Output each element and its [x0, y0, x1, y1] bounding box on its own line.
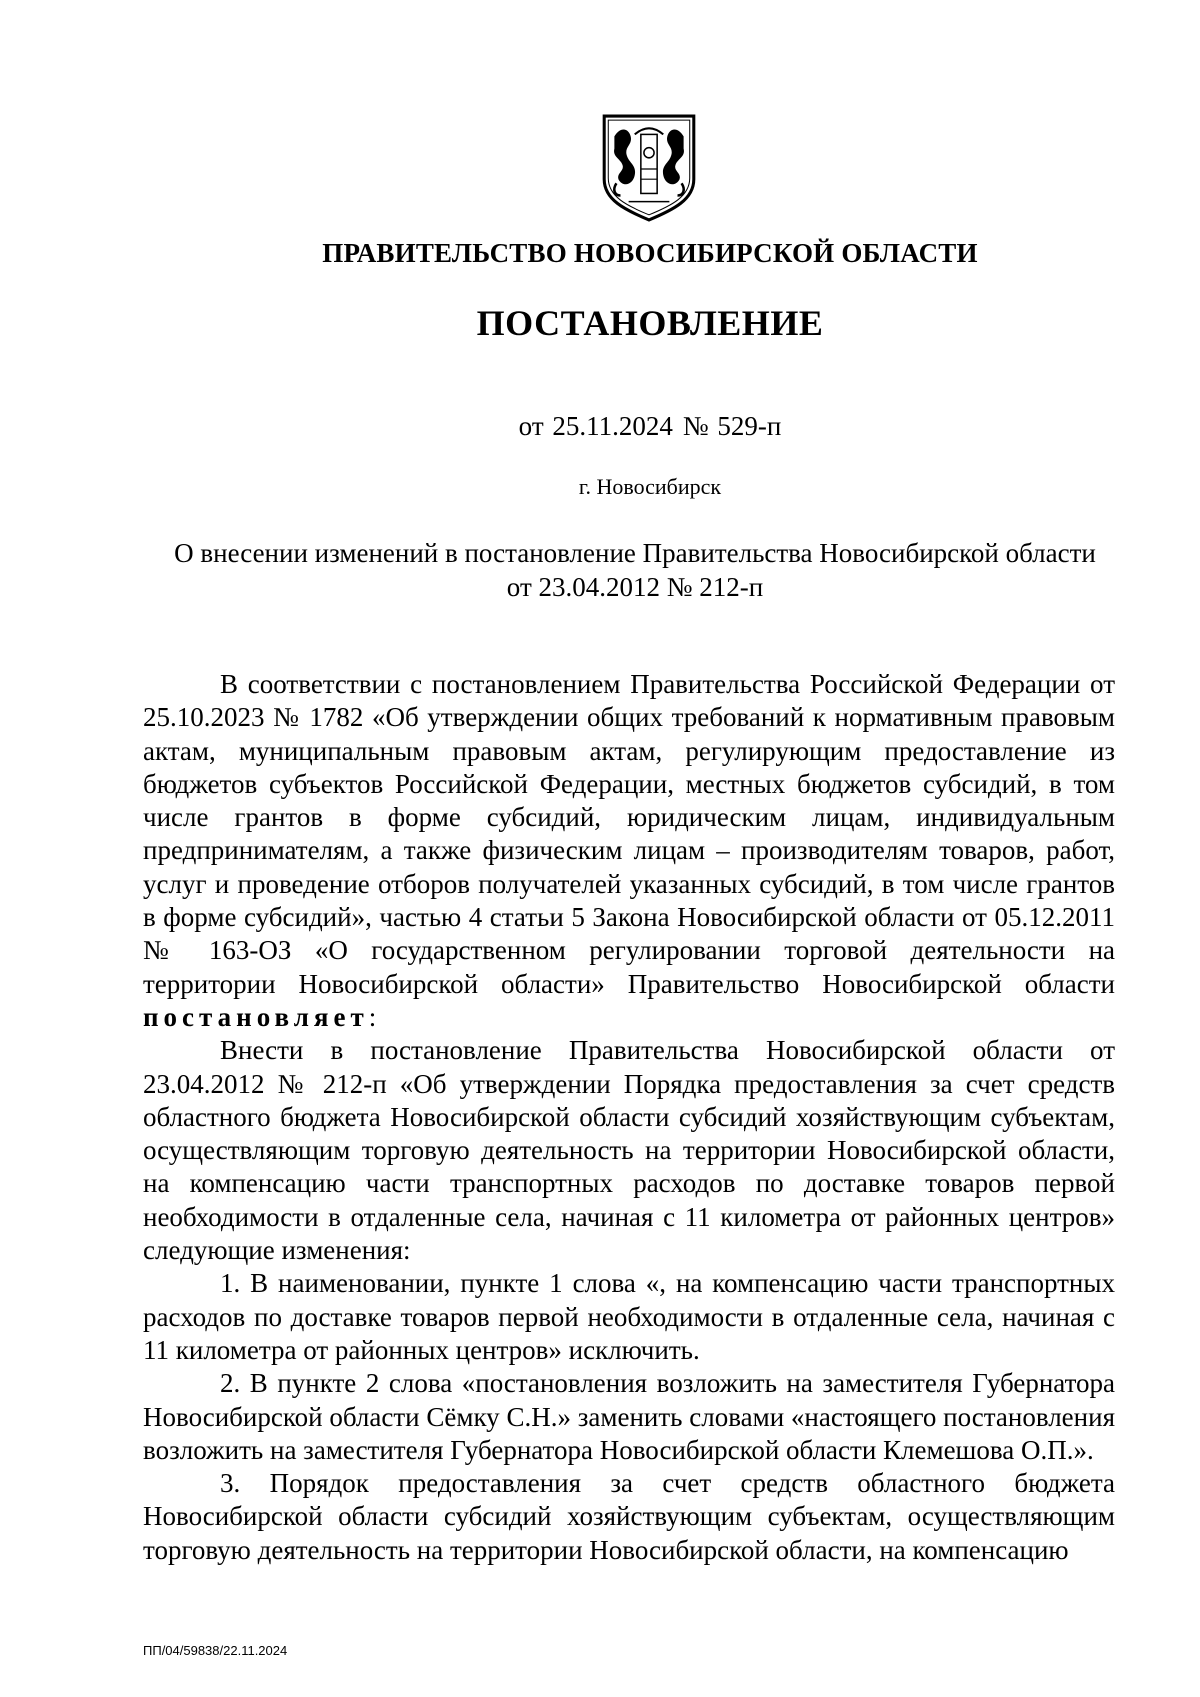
item-1-paragraph: 1. В наименовании, пункте 1 слова «, на компенсацию части транспортных расходов по доставке товаров первой необходимости в отдаленные села, начиная с 11 километра от районных центров» исключить. [143, 1268, 1115, 1365]
resolves-colon: : [368, 1001, 377, 1032]
government-title: ПРАВИТЕЛЬСТВО НОВОСИБИРСКОЙ ОБЛАСТИ [322, 238, 978, 268]
document-subject [150, 536, 1120, 604]
document-body [143, 668, 1115, 1567]
document-city: г. Новосибирск [578, 474, 722, 499]
resolves-word: постановляет [143, 1001, 369, 1032]
item-2-paragraph: 2. В пункте 2 слова «постановления возложить на заместителя Губернатора Новосибирской области Сёмку С.Н.» заменить словами «настоящего постановления возложить на заместителя Губернатора Новосибирской области Клемешова О.П.». [143, 1368, 1115, 1465]
document-date: от 25.11.2024 [518, 411, 673, 441]
document-type: ПОСТАНОВЛЕНИЕ [476, 303, 824, 343]
intro-paragraph: Внести в постановление Правительства Новосибирской области от 23.04.2012 № 212-п «Об утверждении Порядка предоставления за счет средств областного бюджета Новосибирской области субсидий хозяйствующим субъектам, осуществляющим торговую деятельность на территории Новосибирской области, на компенсацию части транспортных расходов по доставке товаров первой необходимости в отдаленные села, начиная с 11 километра от районных центров» следующие изменения: [143, 1035, 1115, 1266]
subject-line-2: от 23.04.2012 № 212-п [506, 572, 764, 602]
coat-of-arms-icon [598, 112, 700, 224]
footer-registration-code: ПП/04/59838/22.11.2024 [143, 1643, 288, 1658]
item-3-paragraph: 3. Порядок предоставления за счет средств областного бюджета Новосибирской области субсидий хозяйствующим субъектам, осуществляющим торговую деятельность на территории Новосибирской области, на компенсацию [143, 1468, 1115, 1565]
subject-line-1: О внесении изменений в постановление Правительства Новосибирской области [174, 538, 1096, 568]
preamble-paragraph [143, 668, 1115, 1034]
document-number: № 529-п [682, 411, 782, 441]
preamble-text: В соответствии с постановлением Правительства Российской Федерации от 25.10.2023 № 1782 «Об утверждении общих требований к нормативным правовым актам, муниципальным правовым актам, регулирующим предоставление из бюджетов субъектов Российской Федерации, местных бюджетов субсидий, в том числе грантов в форме субсидий, юридическим лицам, индивидуальным предпринимателям, а также физическим лицам – производителям товаров, работ, услуг и проведение отборов получателей указанных субсидий, в том числе грантов в форме субсидий», частью 4 статьи 5 Закона Новосибирской области от 05.12.2011 № 163-ОЗ «О государственном регулировании торговой деятельности на территории Новосибирской области» Правительство Новосибирской области [143, 669, 1115, 999]
document-date-number [0, 411, 1200, 442]
